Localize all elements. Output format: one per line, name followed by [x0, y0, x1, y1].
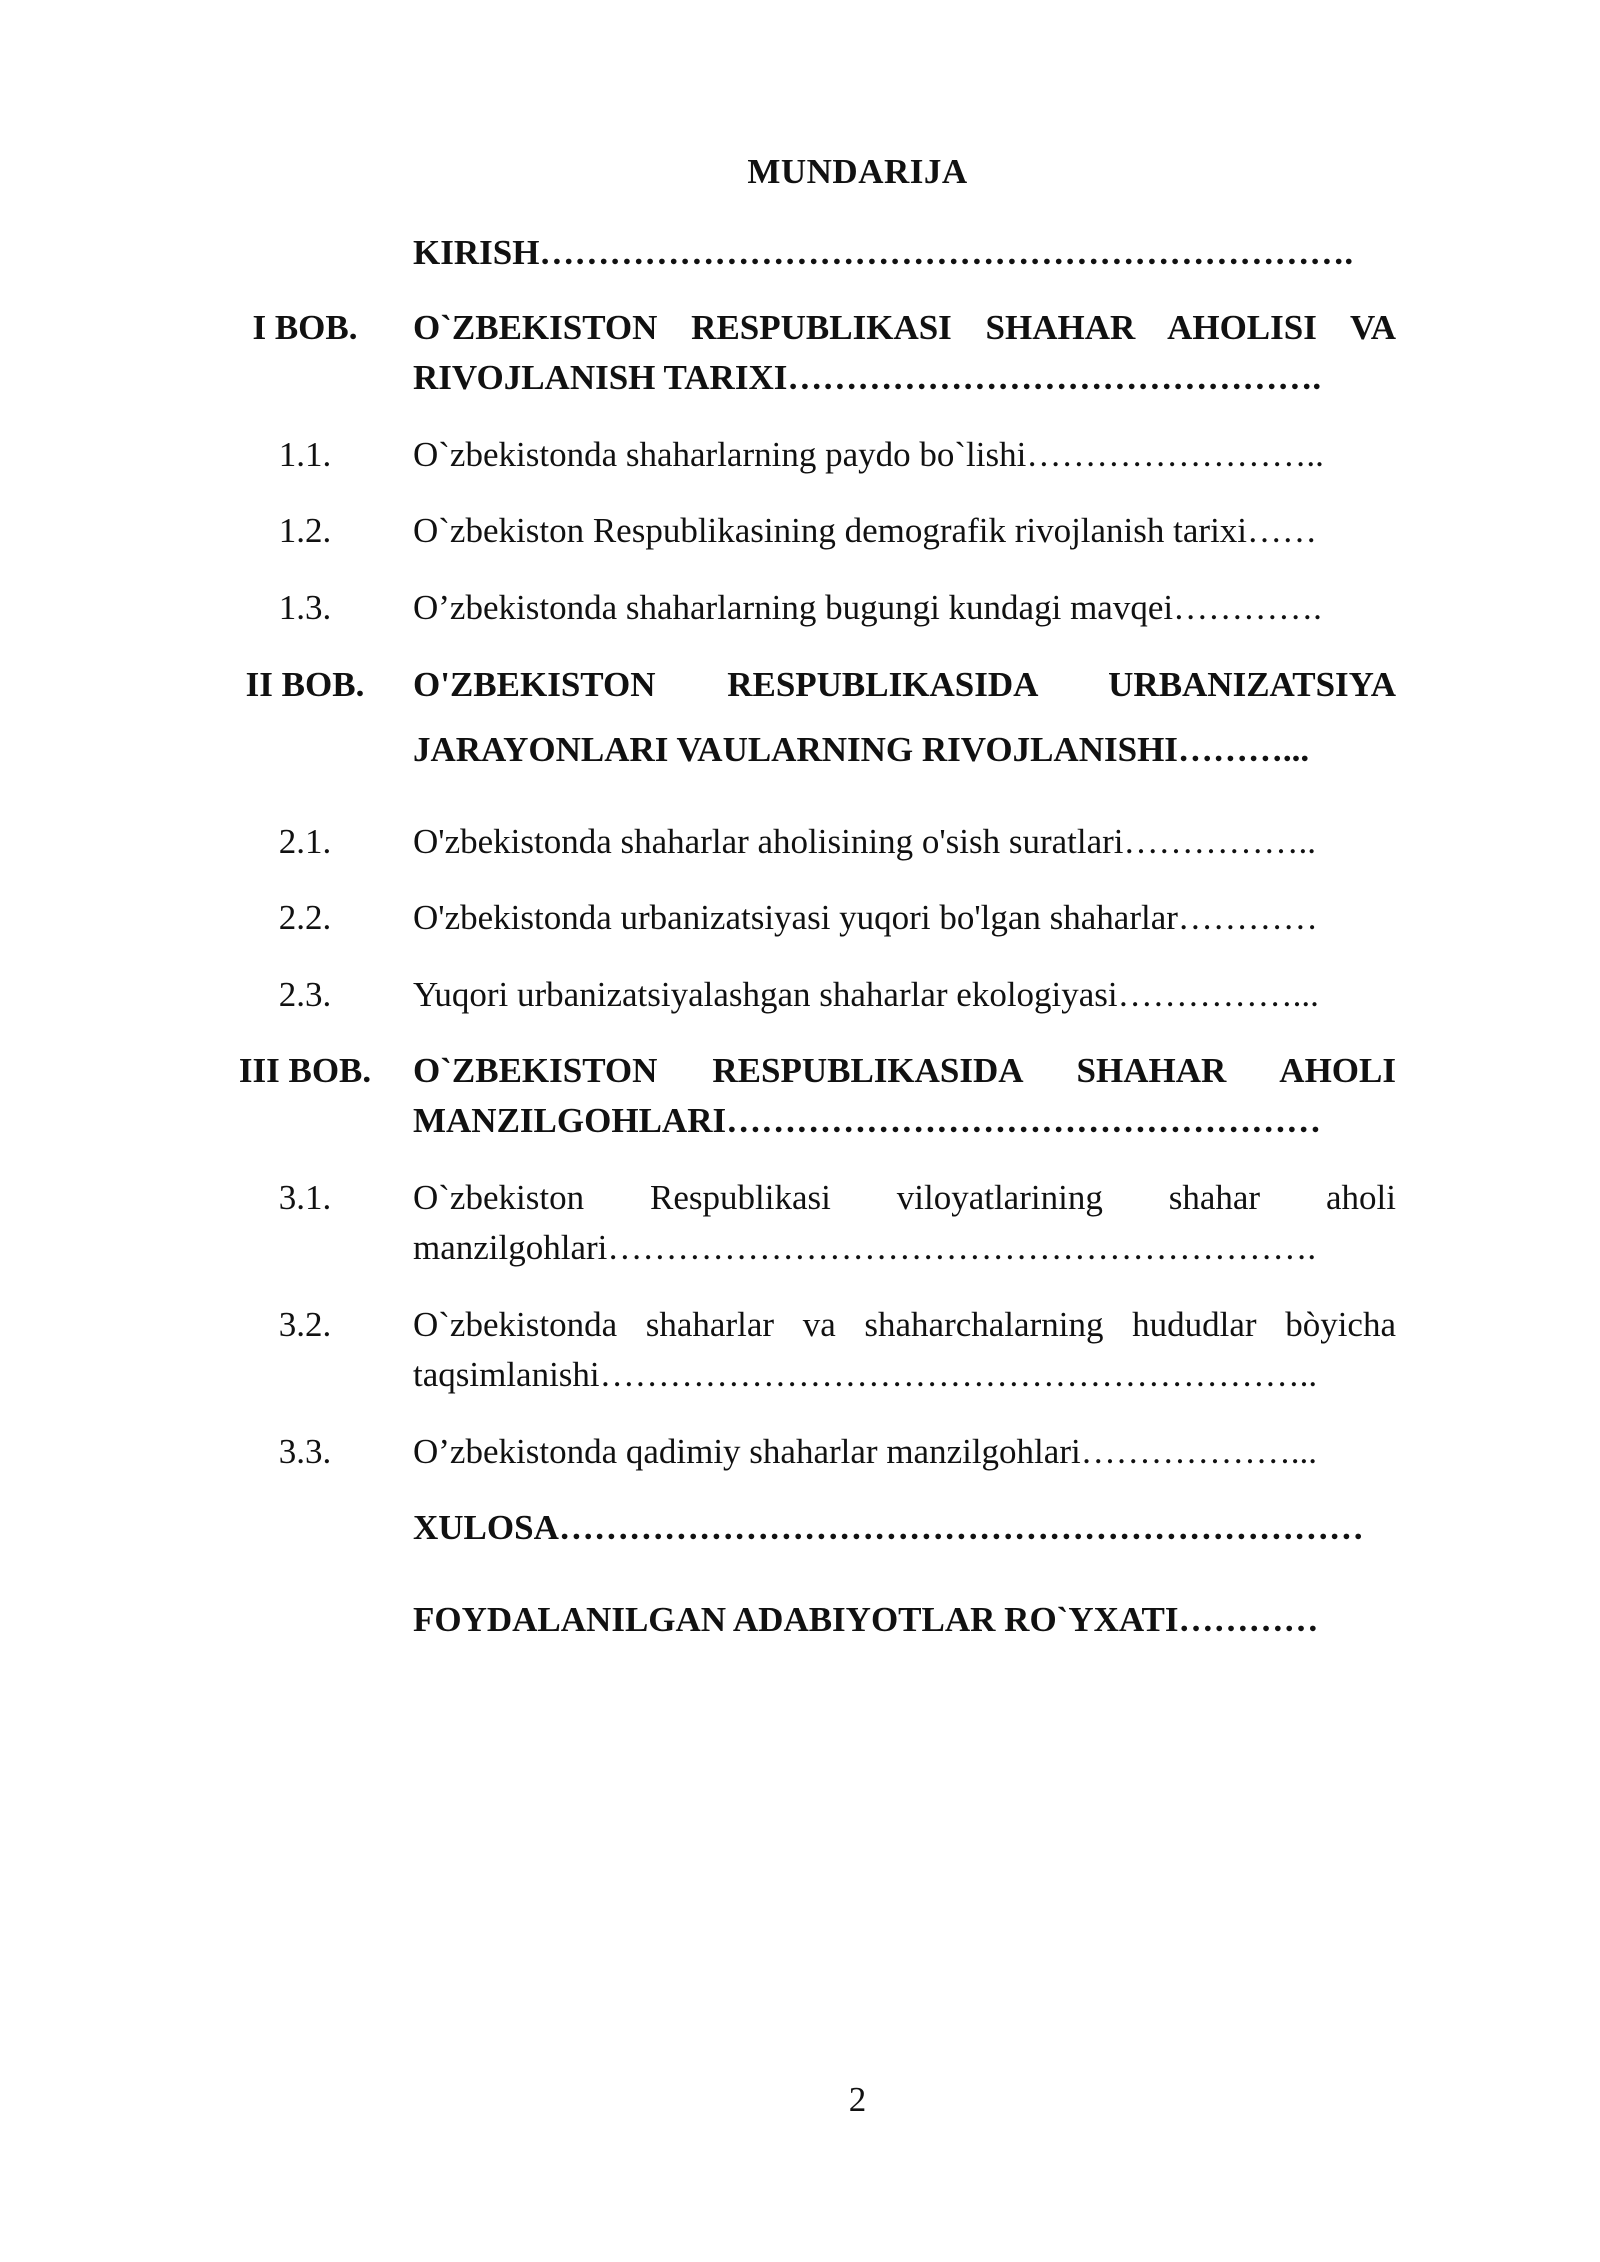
section-title: O'zbekistonda urbanizatsiyasi yuqori bo'lgan shaharlar………… [413, 898, 1318, 937]
toc-entry-text: FOYDALANILGAN ADABIYOTLAR RO`YXATI………… [413, 1600, 1319, 1639]
toc-entry-text: XULOSA…………………………………………………………… [413, 1508, 1364, 1547]
section-number: 1.3. [278, 588, 332, 627]
section-title: O`zbekistonda shaharlarning paydo bo`lishi…………………….. [413, 435, 1324, 474]
chapter-number: I BOB. [252, 308, 358, 347]
chapter-title-line-1: O`ZBEKISTON RESPUBLIKASI SHAHAR AHOLISI VA [413, 308, 1396, 347]
chapter-number: II BOB. [245, 665, 365, 704]
section-number: 2.1. [278, 822, 332, 861]
section-title: O’zbekistonda qadimiy shaharlar manzilgohlari………………... [413, 1432, 1317, 1471]
section-number: 2.2. [278, 898, 332, 937]
section-title-line-2: manzilgohlari……………………………………………………. [413, 1228, 1317, 1267]
section-number: 2.3. [278, 975, 332, 1014]
page-number: 2 [848, 2080, 867, 2119]
section-title: O'zbekistonda shaharlar aholisining o'sish suratlari…………….. [413, 822, 1317, 861]
section-title: O`zbekiston Respublikasining demografik rivojlanish tarixi…… [413, 511, 1318, 550]
section-number: 1.1. [278, 435, 332, 474]
chapter-title-line-2: JARAYONLARI VAULARNING RIVOJLANISHI………... [413, 730, 1310, 769]
chapter-number: III BOB. [238, 1051, 372, 1090]
toc-entry-text: KIRISH……………………………………………………………. [413, 233, 1354, 272]
toc-title: MUNDARIJA [747, 152, 968, 191]
section-title: O’zbekistonda shaharlarning bugungi kundagi mavqei…………. [413, 588, 1322, 627]
section-title: Yuqori urbanizatsiyalashgan shaharlar ekologiyasi……………... [413, 975, 1319, 1014]
chapter-title-line-2: MANZILGOHLARI…………………………………………… [413, 1101, 1322, 1140]
chapter-title-line-1: O`ZBEKISTON RESPUBLIKASIDA SHAHAR AHOLI [413, 1051, 1396, 1090]
section-number: 1.2. [278, 511, 332, 550]
section-title-line-1: O`zbekiston Respublikasi viloyatlarining shahar aholi [413, 1178, 1396, 1217]
section-number: 3.1. [278, 1178, 332, 1217]
section-number: 3.2. [278, 1305, 332, 1344]
chapter-title-line-1: O'ZBEKISTON RESPUBLIKASIDA URBANIZATSIYA [413, 665, 1396, 704]
section-title-line-1: O`zbekistonda shaharlar va shaharchalarning hududlar bòyicha [413, 1305, 1396, 1344]
section-number: 3.3. [278, 1432, 332, 1471]
section-title-line-2: taqsimlanishi…………………………………………………….. [413, 1355, 1318, 1394]
chapter-title-line-2: RIVOJLANISH TARIXI………………………………………. [413, 358, 1322, 397]
